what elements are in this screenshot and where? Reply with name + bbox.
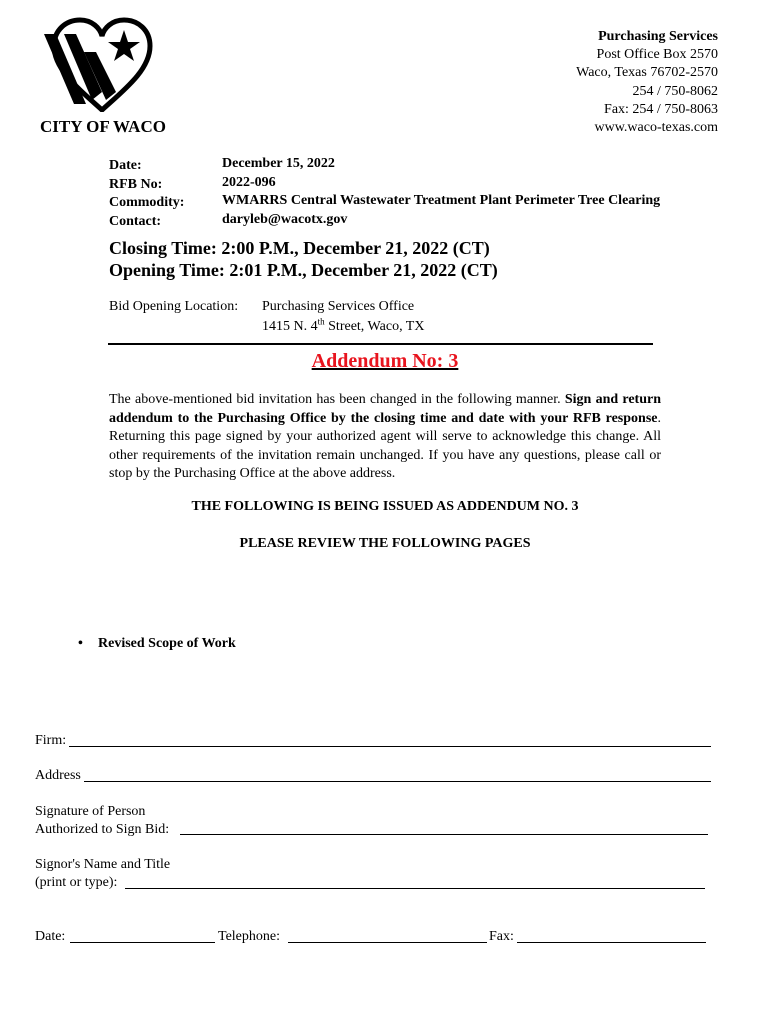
fax-field-label: Fax: xyxy=(489,929,514,944)
telephone-field[interactable] xyxy=(288,942,487,943)
po-box: Post Office Box 2570 xyxy=(596,47,718,63)
city-state: Waco, Texas 76702-2570 xyxy=(576,65,718,81)
date-label: Date: xyxy=(109,158,142,173)
rfb-label: RFB No: xyxy=(109,176,163,192)
list-item: • Revised Scope of Work xyxy=(78,636,236,651)
issued-heading: THE FOLLOWING IS BEING ISSUED AS ADDENDUM NO. 3 xyxy=(191,499,579,514)
dept-name: Purchasing Services xyxy=(598,29,718,44)
addendum-title: Addendum No: 3 xyxy=(311,350,459,372)
fax-field[interactable] xyxy=(517,942,706,943)
date-value: December 15, 2022 xyxy=(222,156,335,171)
location-line2: 1415 N. 4th Street, Waco, TX xyxy=(262,316,425,334)
meta-values xyxy=(222,155,660,229)
date-field[interactable] xyxy=(70,942,215,943)
contact-label: Contact: xyxy=(109,213,162,229)
divider xyxy=(108,343,653,345)
bid-opening-location xyxy=(109,297,424,337)
fax: Fax: 254 / 750-8063 xyxy=(604,101,718,117)
star-icon xyxy=(108,30,140,61)
location-line1: Purchasing Services Office xyxy=(262,299,415,314)
rfb-value: 2022-096 xyxy=(222,174,276,190)
times xyxy=(109,237,498,281)
telephone-label: Telephone: xyxy=(218,929,280,944)
address-label: Address xyxy=(35,768,81,783)
city-of-waco-logo xyxy=(40,12,165,112)
signature-label: Signature of Person Authorized to Sign Bid: xyxy=(35,804,170,837)
opening-time: Opening Time: 2:01 P.M., December 21, 2022 (CT) xyxy=(109,260,498,280)
meta-labels xyxy=(109,157,184,231)
signor-label: Signor's Name and Title (print or type): xyxy=(35,857,171,890)
bullet-icon: • xyxy=(78,636,83,651)
signature-field[interactable] xyxy=(180,834,708,835)
location-label: Bid Opening Location: xyxy=(109,299,239,314)
review-heading: PLEASE REVIEW THE FOLLOWING PAGES xyxy=(239,536,531,551)
address-field[interactable] xyxy=(84,781,711,782)
closing-time: Closing Time: 2:00 P.M., December 21, 2022 (CT) xyxy=(109,238,490,258)
notice-paragraph: The above-mentioned bid invitation has been changed in the following manner. Sign and return addendum to the Purchasing Office by the closing time and date with your RFB response. Returning this page signed by your authorized agent will serve to acknowledge this change. All other requirements of the invitation remain unchanged. If you have any questions, please call or stop by the Purchasing Office at the above address. xyxy=(109,392,661,481)
firm-label: Firm: xyxy=(35,733,67,748)
date-field-label: Date: xyxy=(35,929,66,944)
address-block xyxy=(576,28,718,137)
commodity-value: WMARRS Central Wastewater Treatment Plant Perimeter Tree Clearing xyxy=(222,193,661,208)
city-name: CITY OF WACO xyxy=(40,117,166,136)
phone: 254 / 750-8062 xyxy=(632,83,718,99)
website: www.waco-texas.com xyxy=(594,120,718,136)
firm-field[interactable] xyxy=(69,746,711,747)
signor-field[interactable] xyxy=(125,888,705,889)
contact-value: daryleb@wacotx.gov xyxy=(222,211,348,227)
commodity-label: Commodity: xyxy=(109,195,185,210)
